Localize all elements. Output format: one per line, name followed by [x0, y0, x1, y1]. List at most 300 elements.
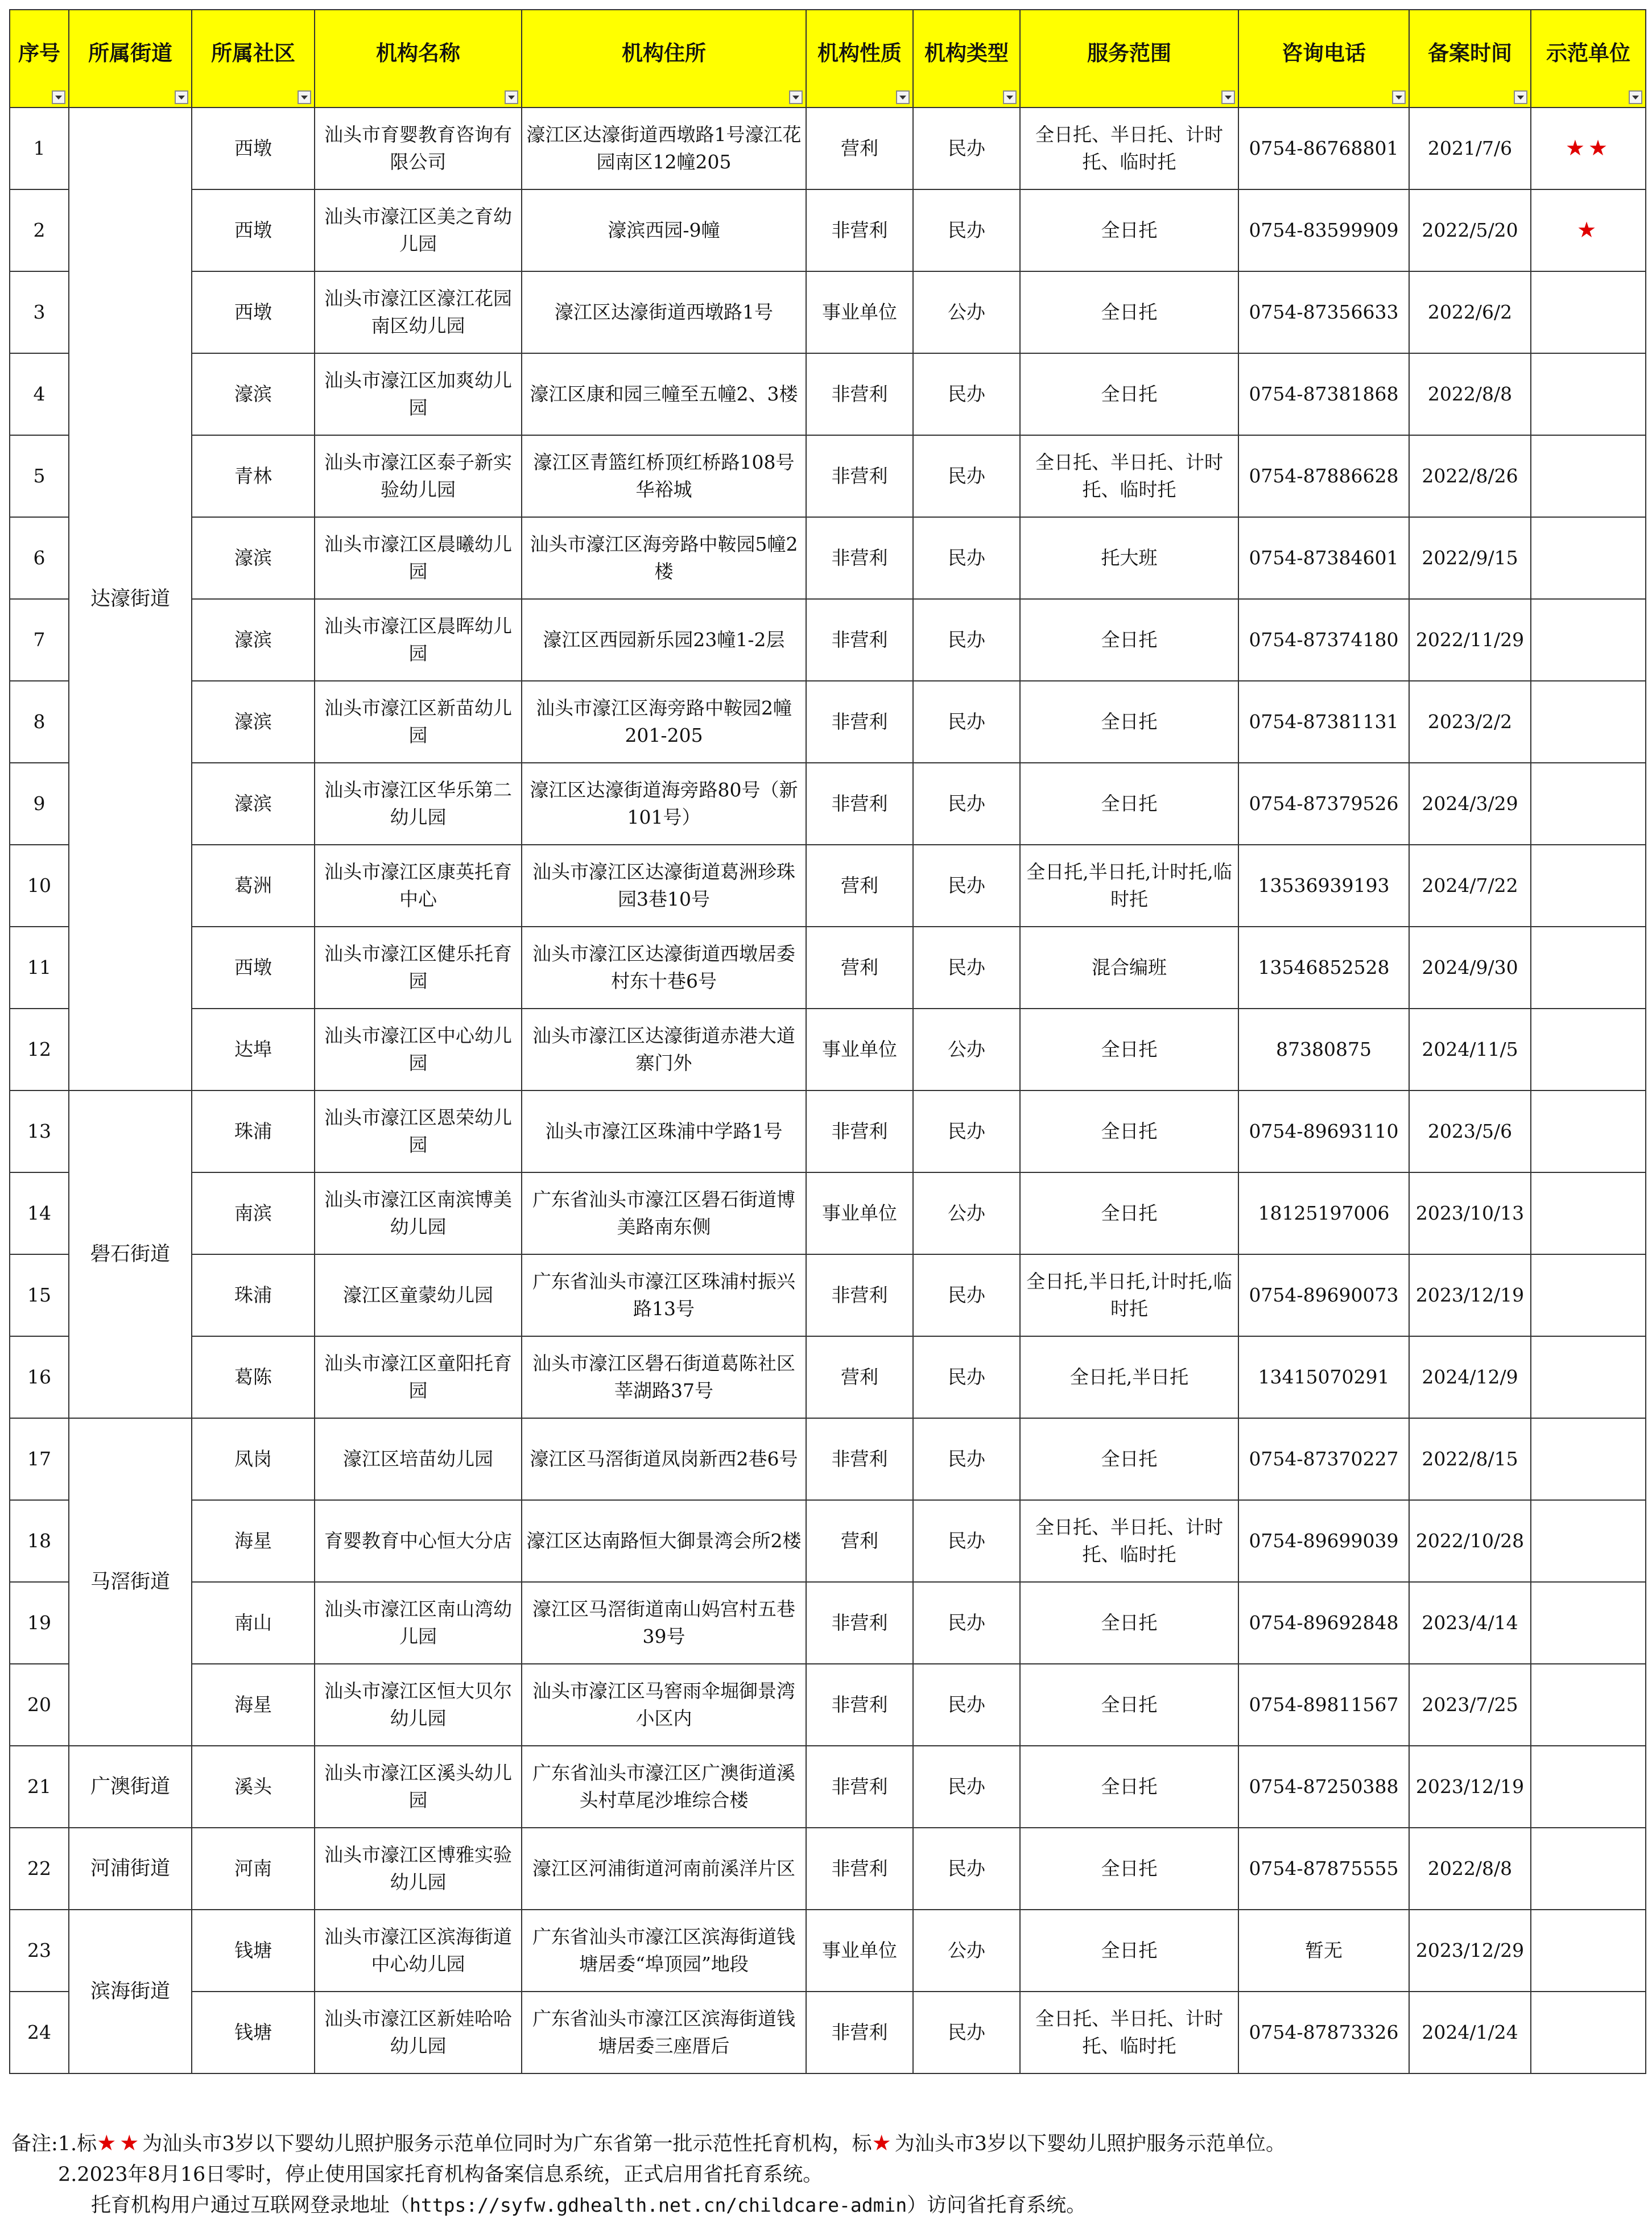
cell-date[interactable]: 2022/5/20: [1409, 189, 1531, 271]
table-row: [10, 763, 1646, 845]
cell-nature[interactable]: 营利: [806, 845, 913, 927]
cell-scope[interactable]: 混合编班: [1020, 927, 1238, 1009]
table-row: [10, 1992, 1646, 2073]
cell-name[interactable]: 濠江区童蒙幼儿园: [315, 1254, 522, 1336]
cell-community[interactable]: 濠滨: [192, 599, 315, 681]
table-row: [10, 1090, 1646, 1172]
cell-no[interactable]: 17: [10, 1418, 69, 1500]
cell-date[interactable]: 2023/7/25: [1409, 1664, 1531, 1746]
cell-street[interactable]: 广澳街道: [69, 1746, 192, 1828]
cell-no[interactable]: 11: [10, 927, 69, 1009]
cell-address[interactable]: 濠江区青篮红桥顶红桥路108号华裕城: [522, 435, 806, 517]
cell-no[interactable]: 18: [10, 1500, 69, 1582]
cell-phone[interactable]: 0754-89690073: [1238, 1254, 1409, 1336]
chevron-down-icon: [178, 96, 185, 100]
cell-address[interactable]: 汕头市濠江区马窖雨伞堀御景湾小区内: [522, 1664, 806, 1746]
cell-scope[interactable]: 全日托: [1020, 189, 1238, 271]
cell-nature[interactable]: 非营利: [806, 189, 913, 271]
cell-phone[interactable]: 0754-89699039: [1238, 1500, 1409, 1582]
cell-name[interactable]: 汕头市濠江区博雅实验幼儿园: [315, 1828, 522, 1910]
cell-demo[interactable]: [1531, 1582, 1646, 1664]
cell-address[interactable]: 濠滨西园-9幢: [522, 189, 806, 271]
cell-street[interactable]: 河浦街道: [69, 1828, 192, 1910]
cell-demo[interactable]: [1531, 927, 1646, 1009]
table-row: [10, 517, 1646, 599]
cell-name[interactable]: 汕头市濠江区濠江花园南区幼儿园: [315, 271, 522, 353]
cell-date[interactable]: 2021/7/6: [1409, 108, 1531, 189]
cell-type[interactable]: 民办: [913, 1664, 1020, 1746]
filter-dropdown-button[interactable]: [789, 90, 803, 104]
cell-community[interactable]: 海星: [192, 1500, 315, 1582]
cell-scope[interactable]: 全日托: [1020, 1828, 1238, 1910]
table-row: [10, 1254, 1646, 1336]
cell-date[interactable]: 2022/9/15: [1409, 517, 1531, 599]
cell-nature[interactable]: 非营利: [806, 1582, 913, 1664]
filter-dropdown-button[interactable]: [52, 90, 65, 104]
cell-scope[interactable]: 全日托: [1020, 599, 1238, 681]
table-row: [10, 845, 1646, 927]
cell-phone[interactable]: 0754-86768801: [1238, 108, 1409, 189]
cell-no[interactable]: 19: [10, 1582, 69, 1664]
cell-nature[interactable]: 非营利: [806, 1746, 913, 1828]
cell-phone[interactable]: 0754-87356633: [1238, 271, 1409, 353]
cell-type[interactable]: 民办: [913, 1582, 1020, 1664]
cell-name[interactable]: 汕头市濠江区加爽幼儿园: [315, 353, 522, 435]
cell-demo[interactable]: [1531, 271, 1646, 353]
cell-demo[interactable]: [1531, 1336, 1646, 1418]
table-row: [10, 1172, 1646, 1254]
cell-name[interactable]: 汕头市濠江区美之育幼儿园: [315, 189, 522, 271]
table-row: [10, 681, 1646, 763]
cell-community[interactable]: 濠滨: [192, 353, 315, 435]
cell-name[interactable]: 汕头市濠江区滨海街道中心幼儿园: [315, 1910, 522, 1992]
cell-nature[interactable]: 营利: [806, 108, 913, 189]
cell-phone[interactable]: 18125197006: [1238, 1172, 1409, 1254]
cell-community[interactable]: 西墩: [192, 108, 315, 189]
filter-dropdown-button[interactable]: [1392, 90, 1406, 104]
cell-no[interactable]: 22: [10, 1828, 69, 1910]
cell-phone[interactable]: 0754-87379526: [1238, 763, 1409, 845]
cell-no[interactable]: 10: [10, 845, 69, 927]
header-phone: 咨询电话: [1238, 10, 1409, 108]
table-row: [10, 353, 1646, 435]
cell-address[interactable]: 汕头市濠江区海旁路中鞍园5幢2楼: [522, 517, 806, 599]
cell-phone[interactable]: 87380875: [1238, 1009, 1409, 1090]
cell-type[interactable]: 民办: [913, 353, 1020, 435]
filter-dropdown-button[interactable]: [175, 90, 188, 104]
cell-demo[interactable]: [1531, 353, 1646, 435]
cell-no[interactable]: 9: [10, 763, 69, 845]
cell-nature[interactable]: 营利: [806, 1336, 913, 1418]
cell-no[interactable]: 15: [10, 1254, 69, 1336]
cell-phone[interactable]: 0754-87250388: [1238, 1746, 1409, 1828]
cell-date[interactable]: 2024/1/24: [1409, 1992, 1531, 2073]
table-row: [10, 1500, 1646, 1582]
cell-type[interactable]: 民办: [913, 763, 1020, 845]
notes: [11, 2128, 1638, 2221]
cell-community[interactable]: 西墩: [192, 189, 315, 271]
cell-date[interactable]: 2022/8/26: [1409, 435, 1531, 517]
header-demo: 示范单位: [1531, 10, 1646, 108]
cell-name[interactable]: 汕头市濠江区健乐托育园: [315, 927, 522, 1009]
cell-date[interactable]: 2023/4/14: [1409, 1582, 1531, 1664]
cell-type[interactable]: 民办: [913, 927, 1020, 1009]
cell-no[interactable]: 23: [10, 1910, 69, 1992]
cell-address[interactable]: 濠江区马滘街道凤岗新西2巷6号: [522, 1418, 806, 1500]
cell-name[interactable]: 汕头市濠江区恒大贝尔幼儿园: [315, 1664, 522, 1746]
cell-address[interactable]: 汕头市濠江区海旁路中鞍园2幢201-205: [522, 681, 806, 763]
cell-no[interactable]: 7: [10, 599, 69, 681]
filter-dropdown-button[interactable]: [1003, 90, 1017, 104]
cell-scope[interactable]: 全日托: [1020, 1910, 1238, 1992]
cell-phone[interactable]: 0754-87384601: [1238, 517, 1409, 599]
cell-community[interactable]: 濠滨: [192, 763, 315, 845]
cell-demo[interactable]: [1531, 599, 1646, 681]
cell-date[interactable]: 2023/12/29: [1409, 1910, 1531, 1992]
cell-name[interactable]: 汕头市育婴教育咨询有限公司: [315, 108, 522, 189]
cell-street[interactable]: 马滘街道: [69, 1418, 192, 1746]
cell-no[interactable]: 2: [10, 189, 69, 271]
chevron-down-icon: [899, 96, 906, 100]
cell-no[interactable]: 8: [10, 681, 69, 763]
cell-demo[interactable]: [1531, 1992, 1646, 2073]
cell-date[interactable]: 2023/2/2: [1409, 681, 1531, 763]
cell-community[interactable]: 海星: [192, 1664, 315, 1746]
cell-phone[interactable]: 0754-87370227: [1238, 1418, 1409, 1500]
cell-address[interactable]: 濠江区达濠街道西墩路1号: [522, 271, 806, 353]
cell-nature[interactable]: 营利: [806, 927, 913, 1009]
login-url[interactable]: https://syfw.gdhealth.net.cn/childcare-admin: [410, 2194, 907, 2216]
cell-scope[interactable]: 全日托: [1020, 1582, 1238, 1664]
cell-date[interactable]: 2022/8/8: [1409, 353, 1531, 435]
cell-scope[interactable]: 全日托、半日托、计时托、临时托: [1020, 435, 1238, 517]
cell-type[interactable]: 民办: [913, 1336, 1020, 1418]
cell-no[interactable]: 14: [10, 1172, 69, 1254]
cell-community[interactable]: 溪头: [192, 1746, 315, 1828]
table-row: [10, 1664, 1646, 1746]
cell-demo[interactable]: [1531, 189, 1646, 271]
cell-nature[interactable]: 非营利: [806, 1664, 913, 1746]
cell-scope[interactable]: 全日托: [1020, 271, 1238, 353]
cell-nature[interactable]: 非营利: [806, 353, 913, 435]
cell-community[interactable]: 葛洲: [192, 845, 315, 927]
cell-address[interactable]: 广东省汕头市濠江区珠浦村振兴路13号: [522, 1254, 806, 1336]
cell-community[interactable]: 达埠: [192, 1009, 315, 1090]
cell-scope[interactable]: 托大班: [1020, 517, 1238, 599]
cell-type[interactable]: 公办: [913, 271, 1020, 353]
cell-name[interactable]: 汕头市濠江区恩荣幼儿园: [315, 1090, 522, 1172]
cell-scope[interactable]: 全日托、半日托、计时托、临时托: [1020, 1500, 1238, 1582]
cell-demo[interactable]: [1531, 1090, 1646, 1172]
cell-name[interactable]: 汕头市濠江区康英托育中心: [315, 845, 522, 927]
cell-date[interactable]: 2024/9/30: [1409, 927, 1531, 1009]
cell-address[interactable]: 汕头市濠江区礐石街道葛陈社区莘湖路37号: [522, 1336, 806, 1418]
cell-address[interactable]: 濠江区达南路恒大御景湾会所2楼: [522, 1500, 806, 1582]
cell-address[interactable]: 广东省汕头市濠江区礐石街道博美路南东侧: [522, 1172, 806, 1254]
cell-demo[interactable]: [1531, 108, 1646, 189]
cell-address[interactable]: 濠江区康和园三幢至五幢2、3楼: [522, 353, 806, 435]
cell-date[interactable]: 2023/12/19: [1409, 1746, 1531, 1828]
cell-scope[interactable]: 全日托,半日托: [1020, 1336, 1238, 1418]
cell-address[interactable]: 濠江区马滘街道南山妈宫村五巷39号: [522, 1582, 806, 1664]
cell-date[interactable]: 2024/11/5: [1409, 1009, 1531, 1090]
cell-street[interactable]: 达濠街道: [69, 108, 192, 1090]
cell-date[interactable]: 2024/12/9: [1409, 1336, 1531, 1418]
cell-type[interactable]: 民办: [913, 189, 1020, 271]
cell-date[interactable]: 2022/11/29: [1409, 599, 1531, 681]
cell-demo[interactable]: [1531, 1828, 1646, 1910]
cell-type[interactable]: 公办: [913, 1009, 1020, 1090]
cell-address[interactable]: 汕头市濠江区达濠街道西墩居委村东十巷6号: [522, 927, 806, 1009]
cell-date[interactable]: 2022/8/15: [1409, 1418, 1531, 1500]
star-icon: ★: [872, 2130, 895, 2155]
chevron-down-icon: [301, 96, 308, 100]
cell-scope[interactable]: 全日托: [1020, 1664, 1238, 1746]
cell-type[interactable]: 民办: [913, 1992, 1020, 2073]
cell-demo[interactable]: [1531, 517, 1646, 599]
cell-nature[interactable]: 非营利: [806, 1254, 913, 1336]
table-row: [10, 189, 1646, 271]
cell-community[interactable]: 南山: [192, 1582, 315, 1664]
cell-community[interactable]: 南滨: [192, 1172, 315, 1254]
note-line-3: 托育机构用户通过互联网登录地址（https://syfw.gdhealth.net.cn/childcare-admin）访问省托育系统。: [91, 2194, 1087, 2217]
cell-phone[interactable]: 0754-87886628: [1238, 435, 1409, 517]
header-community: 所属社区: [192, 10, 315, 108]
table-row: [10, 1582, 1646, 1664]
cell-address[interactable]: 濠江区河浦街道河南前溪洋片区: [522, 1828, 806, 1910]
chevron-down-icon: [1517, 96, 1524, 100]
cell-nature[interactable]: 非营利: [806, 517, 913, 599]
cell-demo[interactable]: [1531, 1910, 1646, 1992]
double-star-icon: ★★: [1565, 135, 1612, 160]
cell-community[interactable]: 西墩: [192, 271, 315, 353]
cell-name[interactable]: 汕头市濠江区新苗幼儿园: [315, 681, 522, 763]
cell-address[interactable]: 濠江区西园新乐园23幢1-2层: [522, 599, 806, 681]
cell-scope[interactable]: 全日托: [1020, 1009, 1238, 1090]
table-body: [10, 108, 1646, 2073]
table-row: [10, 1828, 1646, 1910]
header-row: [10, 10, 1646, 108]
cell-date[interactable]: 2023/5/6: [1409, 1090, 1531, 1172]
chevron-down-icon: [792, 96, 799, 100]
cell-community[interactable]: 钱塘: [192, 1992, 315, 2073]
cell-demo[interactable]: [1531, 681, 1646, 763]
cell-phone[interactable]: 0754-89693110: [1238, 1090, 1409, 1172]
cell-nature[interactable]: 非营利: [806, 435, 913, 517]
cell-demo[interactable]: [1531, 435, 1646, 517]
chevron-down-icon: [1225, 96, 1232, 100]
header-nature: 机构性质: [806, 10, 913, 108]
cell-phone[interactable]: 13415070291: [1238, 1336, 1409, 1418]
cell-demo[interactable]: [1531, 1664, 1646, 1746]
cell-date[interactable]: 2024/3/29: [1409, 763, 1531, 845]
cell-address[interactable]: 广东省汕头市濠江区滨海街道钱塘居委三座厝后: [522, 1992, 806, 2073]
cell-community[interactable]: 珠浦: [192, 1090, 315, 1172]
filter-dropdown-button[interactable]: [1514, 90, 1527, 104]
cell-date[interactable]: 2022/10/28: [1409, 1500, 1531, 1582]
cell-address[interactable]: 濠江区达濠街道海旁路80号（新101号）: [522, 763, 806, 845]
cell-scope[interactable]: 全日托: [1020, 681, 1238, 763]
cell-type[interactable]: 民办: [913, 1090, 1020, 1172]
chevron-down-icon: [1395, 96, 1402, 100]
cell-scope[interactable]: 全日托: [1020, 763, 1238, 845]
filter-dropdown-button[interactable]: [1221, 90, 1235, 104]
cell-demo[interactable]: [1531, 763, 1646, 845]
cell-phone[interactable]: 0754-83599909: [1238, 189, 1409, 271]
cell-community[interactable]: 河南: [192, 1828, 315, 1910]
cell-type[interactable]: 民办: [913, 1418, 1020, 1500]
cell-scope[interactable]: 全日托: [1020, 1746, 1238, 1828]
cell-address[interactable]: 汕头市濠江区珠浦中学路1号: [522, 1090, 806, 1172]
cell-type[interactable]: 公办: [913, 1910, 1020, 1992]
cell-street[interactable]: 礐石街道: [69, 1090, 192, 1418]
cell-name[interactable]: 汕头市濠江区华乐第二幼儿园: [315, 763, 522, 845]
cell-demo[interactable]: [1531, 1746, 1646, 1828]
cell-phone[interactable]: 13536939193: [1238, 845, 1409, 927]
cell-name[interactable]: 汕头市濠江区中心幼儿园: [315, 1009, 522, 1090]
cell-type[interactable]: 民办: [913, 845, 1020, 927]
cell-demo[interactable]: [1531, 1172, 1646, 1254]
cell-demo[interactable]: [1531, 1009, 1646, 1090]
cell-no[interactable]: 1: [10, 108, 69, 189]
cell-name[interactable]: 汕头市濠江区南滨博美幼儿园: [315, 1172, 522, 1254]
header-no: 序号: [10, 10, 69, 108]
cell-nature[interactable]: 非营利: [806, 1418, 913, 1500]
cell-type[interactable]: 民办: [913, 435, 1020, 517]
cell-demo[interactable]: [1531, 845, 1646, 927]
cell-nature[interactable]: 非营利: [806, 1090, 913, 1172]
cell-community[interactable]: 葛陈: [192, 1336, 315, 1418]
cell-no[interactable]: 21: [10, 1746, 69, 1828]
cell-date[interactable]: 2022/6/2: [1409, 271, 1531, 353]
cell-phone[interactable]: 0754-87381868: [1238, 353, 1409, 435]
cell-date[interactable]: 2022/8/8: [1409, 1828, 1531, 1910]
cell-street[interactable]: 滨海街道: [69, 1910, 192, 2073]
cell-date[interactable]: 2023/10/13: [1409, 1172, 1531, 1254]
cell-community[interactable]: 西墩: [192, 927, 315, 1009]
cell-scope[interactable]: 全日托: [1020, 1418, 1238, 1500]
cell-scope[interactable]: 全日托,半日托,计时托,临时托: [1020, 1254, 1238, 1336]
cell-scope[interactable]: 全日托: [1020, 1172, 1238, 1254]
cell-no[interactable]: 12: [10, 1009, 69, 1090]
table-row: [10, 927, 1646, 1009]
chevron-down-icon: [1006, 96, 1013, 100]
cell-address[interactable]: 汕头市濠江区达濠街道葛洲珍珠园3巷10号: [522, 845, 806, 927]
cell-scope[interactable]: 全日托,半日托,计时托,临时托: [1020, 845, 1238, 927]
cell-nature[interactable]: 非营利: [806, 763, 913, 845]
cell-scope[interactable]: 全日托: [1020, 353, 1238, 435]
cell-address[interactable]: 汕头市濠江区达濠街道赤港大道寨门外: [522, 1009, 806, 1090]
cell-type[interactable]: 民办: [913, 1828, 1020, 1910]
cell-no[interactable]: 13: [10, 1090, 69, 1172]
cell-phone[interactable]: 0754-87873326: [1238, 1992, 1409, 2073]
cell-community[interactable]: 濠滨: [192, 681, 315, 763]
cell-community[interactable]: 钱塘: [192, 1910, 315, 1992]
cell-no[interactable]: 4: [10, 353, 69, 435]
cell-name[interactable]: 濠江区培苗幼儿园: [315, 1418, 522, 1500]
cell-type[interactable]: 民办: [913, 1500, 1020, 1582]
cell-phone[interactable]: 0754-87374180: [1238, 599, 1409, 681]
cell-date[interactable]: 2023/12/19: [1409, 1254, 1531, 1336]
filter-dropdown-button[interactable]: [298, 90, 311, 104]
filter-dropdown-button[interactable]: [505, 90, 518, 104]
cell-name[interactable]: 汕头市濠江区晨晖幼儿园: [315, 599, 522, 681]
cell-community[interactable]: 珠浦: [192, 1254, 315, 1336]
cell-no[interactable]: 5: [10, 435, 69, 517]
cell-community[interactable]: 凤岗: [192, 1418, 315, 1500]
cell-name[interactable]: 汕头市濠江区新娃哈哈幼儿园: [315, 1992, 522, 2073]
cell-no[interactable]: 24: [10, 1992, 69, 2073]
cell-date[interactable]: 2024/7/22: [1409, 845, 1531, 927]
cell-no[interactable]: 20: [10, 1664, 69, 1746]
cell-scope[interactable]: 全日托: [1020, 1090, 1238, 1172]
cell-nature[interactable]: 非营利: [806, 1992, 913, 2073]
cell-type[interactable]: 民办: [913, 517, 1020, 599]
cell-type[interactable]: 民办: [913, 681, 1020, 763]
table-row: [10, 1910, 1646, 1992]
cell-name[interactable]: 汕头市濠江区晨曦幼儿园: [315, 517, 522, 599]
table-row: [10, 271, 1646, 353]
header-street: 所属街道: [69, 10, 192, 108]
cell-type[interactable]: 公办: [913, 1172, 1020, 1254]
cell-phone[interactable]: 0754-89811567: [1238, 1664, 1409, 1746]
cell-no[interactable]: 16: [10, 1336, 69, 1418]
double-star-icon: ★★: [97, 2130, 143, 2155]
cell-no[interactable]: 3: [10, 271, 69, 353]
cell-nature[interactable]: 非营利: [806, 681, 913, 763]
sheet: [9, 9, 1645, 2074]
cell-address[interactable]: 广东省汕头市濠江区滨海街道钱塘居委“埠顶园”地段: [522, 1910, 806, 1992]
cell-no[interactable]: 6: [10, 517, 69, 599]
header-address: 机构住所: [522, 10, 806, 108]
cell-name[interactable]: 汕头市濠江区溪头幼儿园: [315, 1746, 522, 1828]
cell-phone[interactable]: 暂无: [1238, 1910, 1409, 1992]
cell-community[interactable]: 濠滨: [192, 517, 315, 599]
cell-demo[interactable]: [1531, 1500, 1646, 1582]
filter-dropdown-button[interactable]: [1629, 90, 1642, 104]
cell-nature[interactable]: 事业单位: [806, 1009, 913, 1090]
cell-name[interactable]: 育婴教育中心恒大分店: [315, 1500, 522, 1582]
cell-name[interactable]: 汕头市濠江区南山湾幼儿园: [315, 1582, 522, 1664]
cell-type[interactable]: 民办: [913, 1254, 1020, 1336]
cell-demo[interactable]: [1531, 1418, 1646, 1500]
cell-phone[interactable]: 0754-89692848: [1238, 1582, 1409, 1664]
cell-phone[interactable]: 13546852528: [1238, 927, 1409, 1009]
cell-demo[interactable]: [1531, 1254, 1646, 1336]
cell-phone[interactable]: 0754-87875555: [1238, 1828, 1409, 1910]
cell-nature[interactable]: 非营利: [806, 599, 913, 681]
cell-community[interactable]: 青林: [192, 435, 315, 517]
cell-nature[interactable]: 事业单位: [806, 1910, 913, 1992]
cell-nature[interactable]: 非营利: [806, 1828, 913, 1910]
table-row: [10, 599, 1646, 681]
cell-address[interactable]: 广东省汕头市濠江区广澳街道溪头村草尾沙堆综合楼: [522, 1746, 806, 1828]
cell-nature[interactable]: 事业单位: [806, 1172, 913, 1254]
cell-nature[interactable]: 事业单位: [806, 271, 913, 353]
cell-type[interactable]: 民办: [913, 108, 1020, 189]
cell-name[interactable]: 汕头市濠江区泰子新实验幼儿园: [315, 435, 522, 517]
filter-dropdown-button[interactable]: [896, 90, 910, 104]
chevron-down-icon: [1632, 96, 1639, 100]
cell-scope[interactable]: 全日托、半日托、计时托、临时托: [1020, 1992, 1238, 2073]
cell-name[interactable]: 汕头市濠江区童阳托育园: [315, 1336, 522, 1418]
cell-type[interactable]: 民办: [913, 599, 1020, 681]
cell-type[interactable]: 民办: [913, 1746, 1020, 1828]
cell-scope[interactable]: 全日托、半日托、计时托、临时托: [1020, 108, 1238, 189]
cell-phone[interactable]: 0754-87381131: [1238, 681, 1409, 763]
cell-nature[interactable]: 营利: [806, 1500, 913, 1582]
cell-address[interactable]: 濠江区达濠街道西墩路1号濠江花园南区12幢205: [522, 108, 806, 189]
